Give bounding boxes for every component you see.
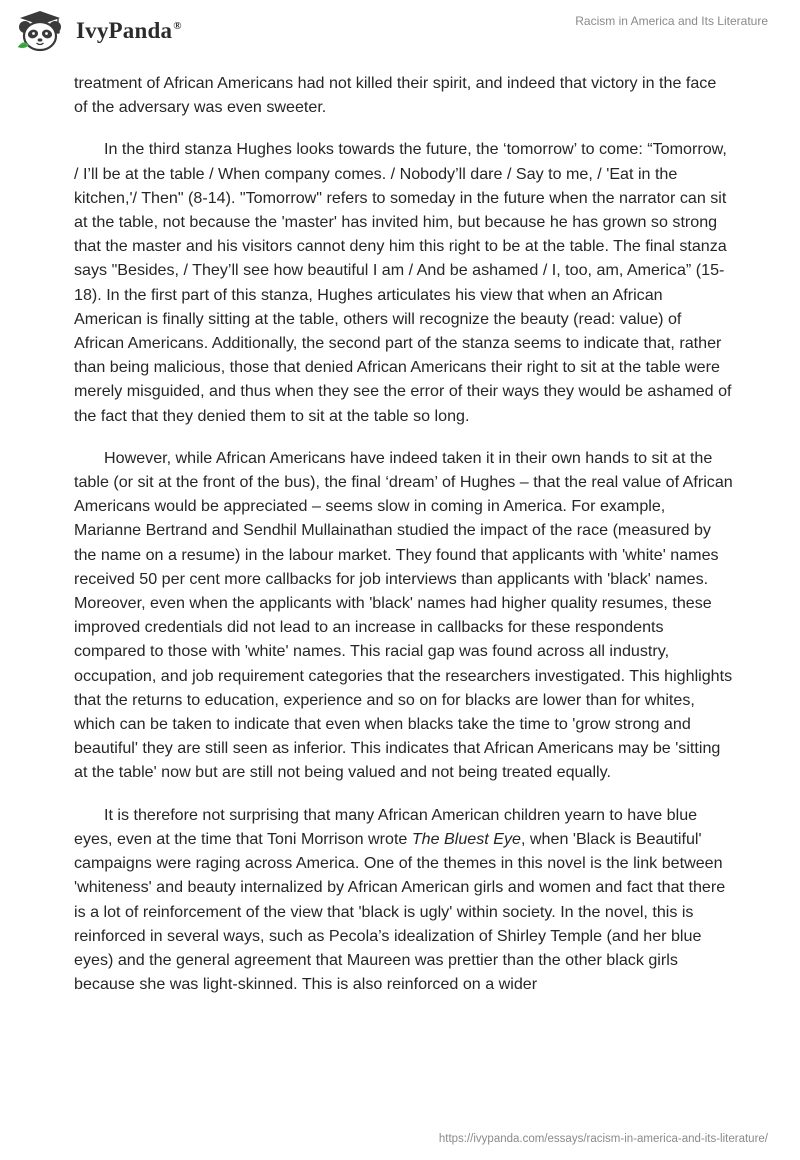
registered-mark: ® <box>173 20 182 33</box>
paragraph-continuation: treatment of African Americans had not killed their spirit, and indeed that victory in the face of the adversary was even sweeter. <box>74 74 717 117</box>
essay-body <box>74 71 734 1014</box>
book-title: The Bluest Eye <box>411 829 521 848</box>
paragraph-hughes-dream: However, while African Americans have indeed taken it in their own hands to sit at the table (or sit at the front of the bus), the final ‘dream’ of Hughes – that the real value of African Americans would be appreciated – seems slow in coming in America. For example, Marianne Bertrand and Sendhil Mullainathan studied the impact of the race (measured by the name on a resume) in the labour market. They found that applicants with 'white' names received 50 per cent more callbacks for job interviews than applicants with 'black' names. Moreover, even when the applicants with 'black' names had higher quality resumes, these improved credentials did not lead to an increase in callbacks for these respondents compared to those with 'white' names. This racial gap was found across all industry, occupation, and job requirement categories that the researchers investigated. This highlights that the returns to education, experience and so on for blacks are lower than for whites, which can be taken to indicate that even when blacks take the time to 'grow strong and beautiful' they are still seen as inferior. This indicates that African Americans may be 'sitting at the table' now but are still not being valued and not being treated equally. <box>74 448 733 782</box>
source-url[interactable]: https://ivypanda.com/essays/racism-in-america-and-its-literature/ <box>438 1133 768 1145</box>
page-header <box>0 0 800 60</box>
brand-logo[interactable] <box>14 9 182 53</box>
brand-name: IvyPanda® <box>76 18 182 43</box>
panda-mascot-icon <box>14 9 70 53</box>
paragraph-text-after: , when 'Black is Beautiful' campaigns were raging across America. One of the themes in this novel is the link between 'whiteness' and beauty internalized by African American girls and women and fact that there is a lot of reinforcement of the view that 'black is ugly' within society. In the novel, this is reinforced in several ways, such as Pecola’s idealization of Shirley Temple (and her blue eyes) and the general agreement that Maureen was prettier than the other black girls because she was light-skinned. This is also reinforced on a wider <box>74 829 726 994</box>
paragraph-bluest-eye <box>74 803 734 997</box>
document-title: Racism in America and Its Literature <box>575 14 768 28</box>
paragraph-third-stanza: In the third stanza Hughes looks towards the future, the ‘tomorrow’ to come: “Tomorrow, / I’ll be at the table / When company comes. / Nobody’ll dare / Say to me, / 'Eat in the kitchen,'/ Then" (8-14). "Tomorrow" refers to someday in the future when the narrator can sit at the table, not because the 'master' has invited him, but because he has grown so strong that the master and his visitors cannot deny him this right to be at the table. The final stanza says "Besides, / They’ll see how beautiful I am / And be ashamed / I, too, am, America” (15-18). In the first part of this stanza, Hughes articulates his view that when an African American is finally sitting at the table, others will recognize the beauty (read: value) of African Americans. Additionally, the second part of the stanza seems to indicate that, rather than being malicious, those that denied African Americans their right to sit at the table were merely misguided, and thus when they see the error of their ways they would be ashamed of the fact that they denied them to sit at the table so long. <box>74 140 732 425</box>
paragraph-text-before: It is therefore not surprising that many African American children yearn to have blue eyes, even at the time that Toni Morrison wrote <box>74 805 698 848</box>
